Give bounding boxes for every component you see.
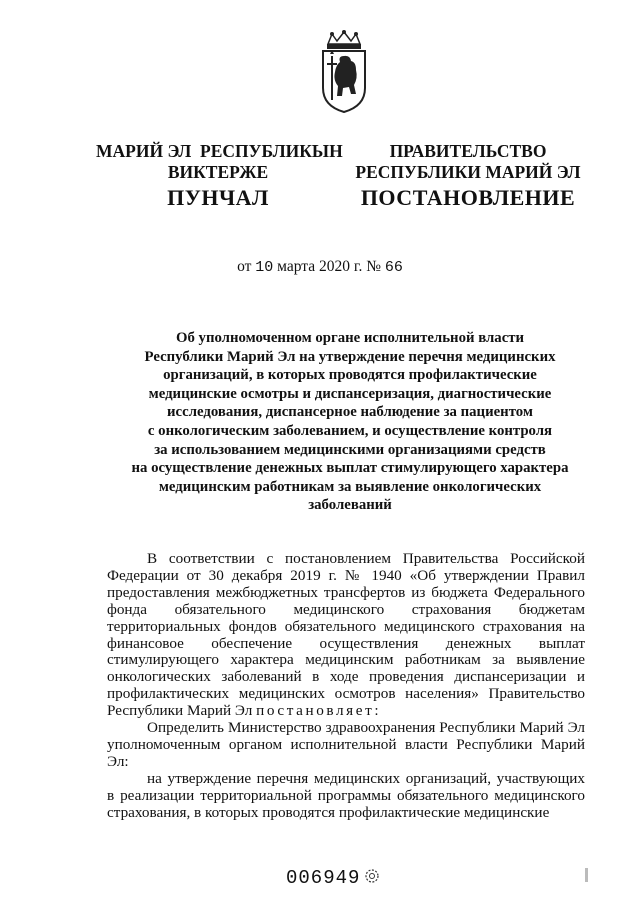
body-paragraph-3: на утверждение перечня медицинских организаций, участвующих в реализации территориальной программы обязательного медицинского страхования, в которых проводятся профилактические медицинские: [107, 769, 585, 821]
document-number: 66: [384, 259, 403, 276]
document-title: [60, 329, 640, 515]
header-right-doc-type: ПОСТАНОВЛЕНИЕ: [360, 185, 576, 210]
header-right-line1: ПРАВИТЕЛЬСТВО: [389, 141, 547, 161]
title-line: с онкологическим заболеванием, и осуществление контроля: [147, 422, 553, 439]
title-line: организаций, в которых проводятся профилактические: [163, 367, 537, 384]
header-left-line1: МАРИЙ ЭЛ РЕСПУБЛИКЫН: [96, 141, 343, 161]
title-line: медицинские осмотры и диспансеризация, диагностические: [148, 385, 552, 402]
title-line: за использованием медицинскими организациями средств: [154, 441, 546, 458]
coat-of-arms-icon: [318, 30, 370, 114]
paragraph-1-decree-word: постановляет:: [256, 702, 382, 720]
header-right: [352, 141, 584, 208]
date-month-year: марта 2020 г.: [277, 258, 363, 275]
stamp-mark-icon: [364, 868, 380, 884]
title-line: Республики Марий Эл на утверждение перечня медицинских: [144, 348, 556, 365]
date-prefix: от: [237, 258, 252, 275]
header-left: [96, 141, 343, 210]
header-left-line2: ВИКТЕРЖЕ: [167, 162, 269, 182]
title-line: Об уполномоченном органе исполнительной власти: [175, 330, 525, 346]
body-paragraph-2: Определить Министерство здравоохранения Республики Марий Эл уполномоченным органом исполнительной власти Республики Марий Эл:: [107, 719, 585, 770]
scan-edge-mark: [584, 868, 590, 882]
title-line: исследования, диспансерное наблюдение за пациентом: [167, 404, 533, 421]
document-body: [107, 551, 585, 822]
title-line: медицинским работникам за выявление онкологических: [158, 478, 542, 495]
serial-number: 006949: [286, 867, 361, 889]
document-date: [0, 258, 640, 276]
title-line: на осуществление денежных выплат стимулирующего характера: [131, 460, 569, 477]
paragraph-1-text: В соответствии с постановлением Правительства Российской Федерации от 30 декабря 2019 г. № 1940 «Об утверждении Правил предоставления межбюджетных трансфертов из бюджета Федерального фонда обязательного медицинского страхования бюджетам территориальных фондов обязательного медицинского страхования на финансовое обеспечение осуществления денежных выплат стимулирующего характера медицинским работникам за выявление онкологических заболеваний в ходе проведения диспансеризации и профилактических медицинских осмотров населения» Правительство Республики Марий Эл: [107, 550, 585, 720]
body-paragraph-1: [107, 551, 585, 720]
date-day: 10: [255, 259, 274, 276]
title-line: заболеваний: [308, 497, 392, 514]
number-label: №: [366, 258, 382, 275]
header-left-doc-type: ПУНЧАЛ: [167, 185, 269, 210]
header-right-line2: РЕСПУБЛИКИ МАРИЙ ЭЛ: [355, 162, 581, 182]
